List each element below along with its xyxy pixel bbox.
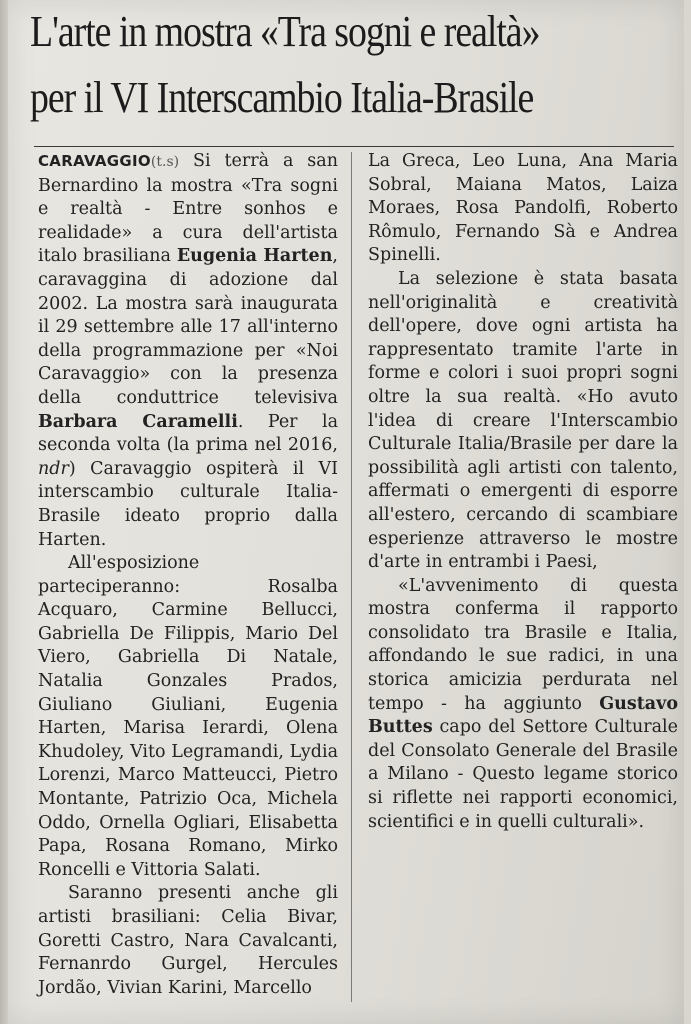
headline-rule <box>34 146 674 147</box>
quote-text-2: capo del Settore Culturale del Consolato Generale del Brasile a Milano - Questo legame storico si riflette nei rapporti economici, scientifici e in quelli culturali». <box>368 717 678 832</box>
scan-edge <box>0 0 8 1024</box>
intro-text-2: , caravaggina di adozione dal 2002. La mostra sarà inaugurata il 29 settembre alle 17 all'interno della programmazione per «Noi Caravaggio» con la presenza della conduttrice televisiva <box>38 246 338 408</box>
intro-text-3: . Per la seconda volta (la prima nel 2016, <box>38 411 338 456</box>
headline-line-2: per il VI Interscambio Italia-Brasile <box>30 73 534 122</box>
byline: (t.s) <box>150 154 180 170</box>
headline-line-1: L'arte in mostra «Tra sogni e realtà» <box>30 7 540 56</box>
quote-text-1: «L'avvenimento di questa mostra conferma il rapporto consolidato tra Brasile e Italia, affondando le sue radici, in una storica amicizia perdurata nel tempo - ha aggiunto <box>368 575 678 714</box>
newspaper-clipping <box>8 0 684 1024</box>
dateline: CARAVAGGIO <box>38 152 151 170</box>
name-gustavo-buttes: Gustavo Buttes <box>368 693 678 738</box>
name-barbara-caramelli: Barbara Caramelli <box>38 411 238 432</box>
column-divider <box>351 152 352 1002</box>
article-column-right <box>368 150 678 834</box>
ndr-note: ndr <box>38 458 69 479</box>
paragraph-participants: All'esposizione parteciperanno: Rosalba Acquaro, Carmine Bellucci, Gabriella De Filippis, Mario Del Viero, Gabriella Di Natale, Natalia Gonzales Prados, Giuliano Giuliani, Eugenia Harten, Marisa Ierardi, Olena Khudoley, Vito Legramandi, Lydia Lorenzi, Marco Matteucci, Pietro Montante, Patrizio Oca, Michela Oddo, Ornella Ogliari, Elisabetta Papa, Rosana Romano, Mirko Roncelli e Vittoria Salati. <box>38 553 338 880</box>
brazilian-artists-text: Saranno presenti anche gli artisti brasiliani: Celia Bivar, Goretti Castro, Nara Cavalcanti, Fernanrdo Gurgel, Hercules Jordão, Vivian Karini, Marcello <box>38 883 338 998</box>
name-eugenia-harten: Eugenia Harten <box>176 246 333 267</box>
intro-text-4: ) Caravaggio ospiterà il VI interscambio culturale Italia-Brasile ideato proprio dalla Harten. <box>38 458 338 550</box>
intro-text-1: Si terrà a san Bernardino la mostra «Tra sogni e realtà - Entre sonhos e realidade» a cura dell'artista italo brasiliana <box>38 151 338 267</box>
paragraph-intro <box>38 150 338 552</box>
article-column-left <box>38 150 338 1000</box>
paragraph-brazilian-artists-continued: La Greca, Leo Luna, Ana Maria Sobral, Maiana Matos, Laiza Moraes, Rosa Pandolfi, Roberto Rômulo, Fernando Sà e Andrea Spinelli. <box>368 151 678 266</box>
paragraph-selection: La selezione è stata basata nell'originalità e creatività dell'opere, dove ogni artista ha rappresentato tramite l'arte in forme e colori i suoi propri sogni oltre la sua realtà. «Ho avuto l'idea di creare l'Interscambio Culturale Italia/Brasile per dare la possibilità agli artisti con talento, affermati o emergenti di esporre all'estero, cercando di scambiare esperienze attraverso le mostre d'arte in entrambi i Paesi, <box>368 268 678 573</box>
paragraph-quote <box>368 575 678 835</box>
paragraph-brazilian-artists <box>38 882 338 1000</box>
